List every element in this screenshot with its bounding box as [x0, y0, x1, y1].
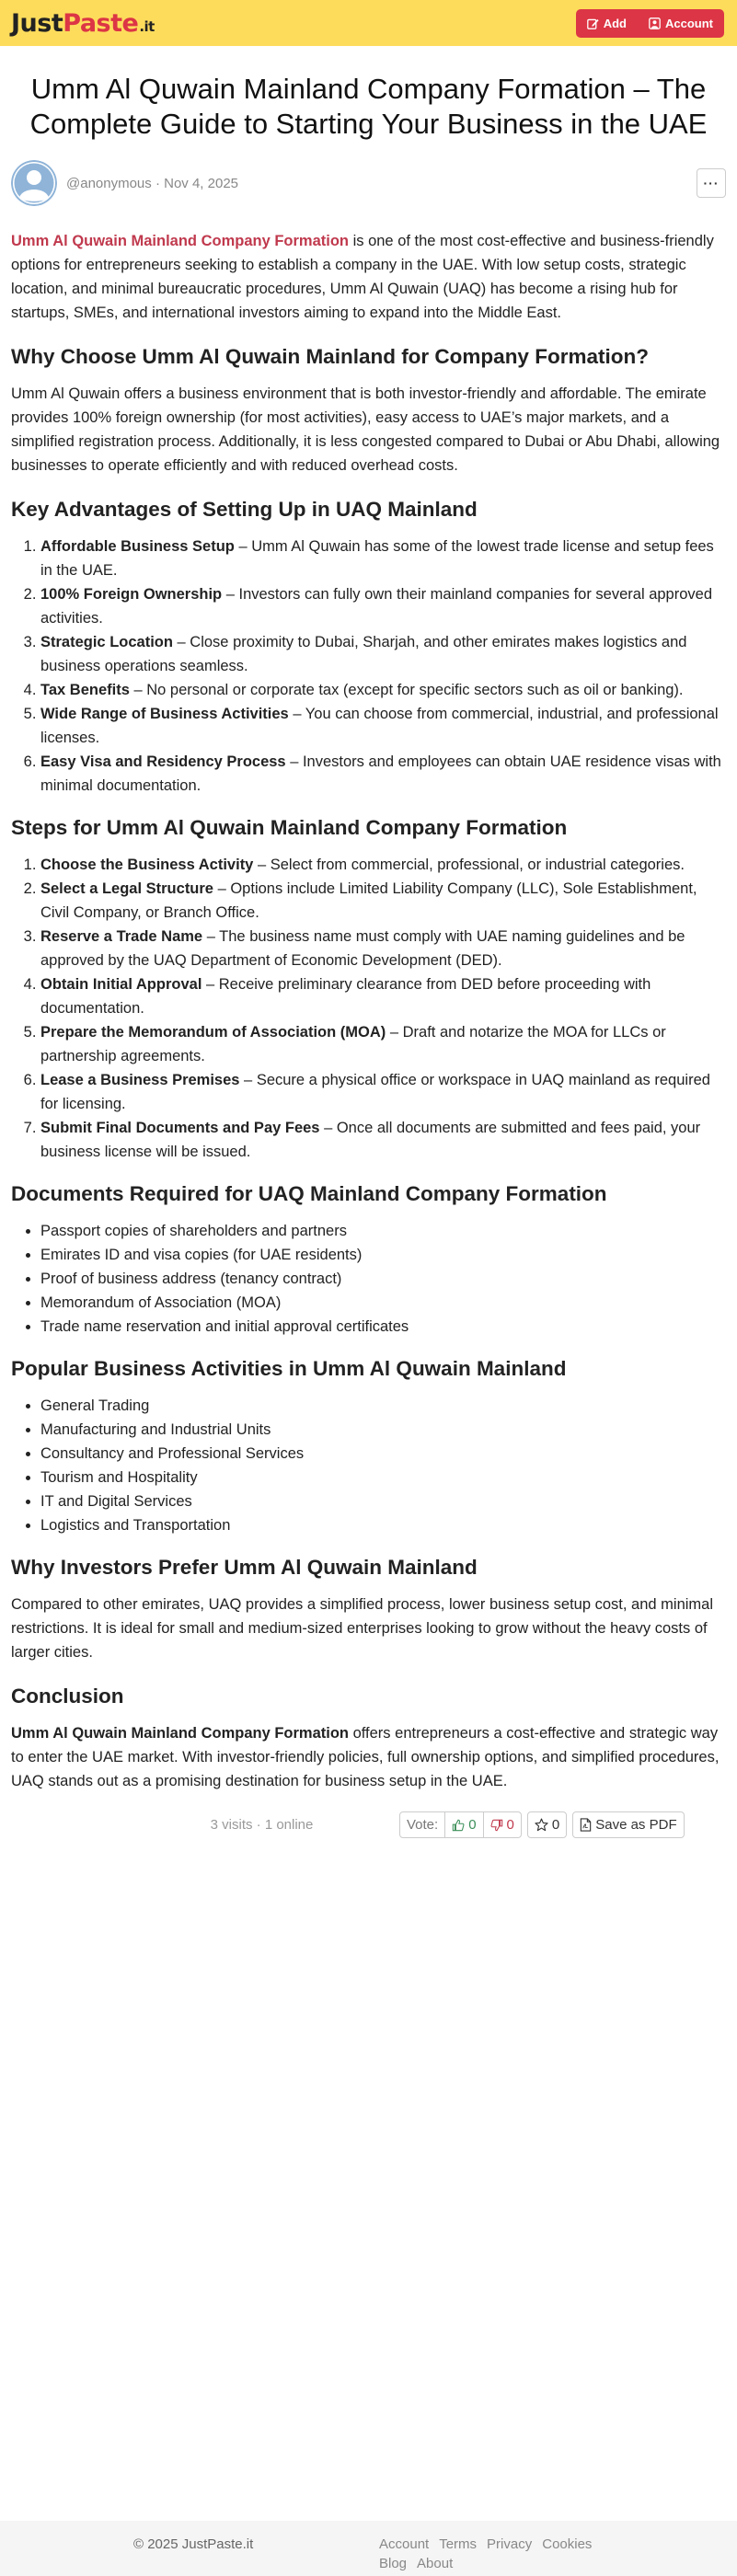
- author-block: [11, 160, 238, 206]
- list-item: • Logistics and Transportation: [40, 1513, 726, 1537]
- copyright: © 2025 JustPaste.it: [133, 2536, 254, 2552]
- vote-label: Vote:: [407, 1817, 439, 1833]
- vote-toolbar: [399, 1811, 685, 1838]
- account-button[interactable]: [638, 9, 724, 38]
- list-item: • Consultancy and Professional Services: [40, 1442, 726, 1466]
- star-count: 0: [551, 1817, 560, 1833]
- main-content: [0, 72, 737, 1838]
- downvote-button[interactable]: [483, 1812, 521, 1837]
- conclusion-bold: Umm Al Quwain Mainland Company Formation: [11, 1725, 349, 1742]
- list-item: 6. Lease a Business Premises – Secure a physical office or workspace in UAQ mainland as required for licensing.: [40, 1068, 726, 1116]
- logo-paste: Paste: [63, 8, 139, 38]
- logo-just: Just: [11, 8, 63, 38]
- steps-list: [11, 853, 726, 1164]
- heading-steps: Steps for Umm Al Quwain Mainland Company Formation: [11, 816, 568, 839]
- heading-why-choose: Why Choose Umm Al Quwain Mainland for Company Formation?: [11, 345, 649, 368]
- list-item: • Emirates ID and visa copies (for UAE residents): [40, 1243, 726, 1267]
- footer-links: [379, 2535, 591, 2573]
- list-item: 5. Prepare the Memorandum of Association (MOA) – Draft and notarize the MOA for LLCs or partnership agreements.: [40, 1020, 726, 1068]
- upvote-count: 0: [468, 1817, 477, 1833]
- activities-list: [11, 1394, 726, 1537]
- pdf-file-icon: [580, 1818, 592, 1832]
- header-actions: [576, 9, 724, 38]
- heading-advantages: Key Advantages of Setting Up in UAQ Mainland: [11, 498, 478, 521]
- thumbs-down-icon: [490, 1819, 503, 1832]
- more-options-button[interactable]: ···: [697, 168, 726, 198]
- vote-buttons: [399, 1811, 522, 1838]
- site-logo[interactable]: [11, 9, 155, 38]
- top-bar: [0, 0, 737, 46]
- account-label: Account: [665, 16, 713, 30]
- thumbs-up-icon: [452, 1819, 465, 1832]
- author-name[interactable]: @anonymous: [66, 175, 152, 191]
- edit-icon: [587, 17, 599, 29]
- list-item: • Passport copies of shareholders and partners: [40, 1219, 726, 1243]
- list-item: • Tourism and Hospitality: [40, 1466, 726, 1489]
- footer: [0, 2521, 737, 2576]
- paragraph-conclusion: [11, 1721, 726, 1793]
- list-item: 3. Strategic Location – Close proximity to Dubai, Sharjah, and other emirates makes logistics and business operations seamless.: [40, 630, 726, 678]
- intro-paragraph: [11, 229, 726, 325]
- logo-it: .it: [139, 17, 155, 35]
- advantages-list: [11, 535, 726, 798]
- footer-link-account[interactable]: Account: [379, 2536, 430, 2552]
- list-item: 2. Select a Legal Structure – Options include Limited Liability Company (LLC), Sole Establishment, Civil Company, or Branch Office.: [40, 877, 726, 925]
- avatar[interactable]: [11, 160, 57, 206]
- heading-investors: Why Investors Prefer Umm Al Quwain Mainland: [11, 1556, 478, 1579]
- list-item: • Trade name reservation and initial approval certificates: [40, 1315, 726, 1339]
- upvote-button[interactable]: [444, 1812, 482, 1837]
- page-title: Umm Al Quwain Mainland Company Formation – The Complete Guide to Starting Your Business in the UAE: [29, 73, 708, 140]
- star-button[interactable]: [527, 1811, 567, 1838]
- intro-text: is one of the most cost-effective and business-friendly options for entrepreneurs seeking to establish a company in the UAE. With low setup costs, strategic location, and minimal bureaucratic procedures, Umm Al Quwain (UAQ) has become a rising hub for startups, SMEs, and international investors aiming to expand into the Middle East.: [11, 233, 714, 321]
- visit-count: 3 visits · 1 online: [210, 1817, 314, 1833]
- post-date: Nov 4, 2025: [164, 175, 239, 191]
- list-item: • Manufacturing and Industrial Units: [40, 1418, 726, 1442]
- stats-row: [11, 1811, 726, 1838]
- list-item: 7. Submit Final Documents and Pay Fees – Once all documents are submitted and fees paid, your business license will be issued.: [40, 1116, 726, 1164]
- post-meta: [11, 160, 726, 206]
- downvote-count: 0: [506, 1817, 514, 1833]
- paragraph-investors: Compared to other emirates, UAQ provides a simplified process, lower business setup cost, and minimal restrictions. It is ideal for small and medium-sized enterprises looking to grow without the heavy costs of larger cities.: [11, 1596, 713, 1661]
- documents-list: [11, 1219, 726, 1339]
- user-icon: [649, 17, 661, 29]
- heading-activities: Popular Business Activities in Umm Al Quwain Mainland: [11, 1357, 567, 1380]
- list-item: 4. Obtain Initial Approval – Receive preliminary clearance from DED before proceeding with documentation.: [40, 972, 726, 1020]
- paragraph-why-choose: Umm Al Quwain offers a business environment that is both investor-friendly and affordable. The emirate provides 100% foreign ownership (for most activities), easy access to UAE’s major markets, and a simplified registration process. Additionally, it is less congested compared to Dubai or Abu Dhabi, allowing businesses to operate efficiently and with reduced overhead costs.: [11, 385, 720, 474]
- heading-documents: Documents Required for UAQ Mainland Company Formation: [11, 1182, 607, 1205]
- list-item: 1. Choose the Business Activity – Select from commercial, professional, or industrial categories.: [40, 853, 726, 877]
- list-item: • General Trading: [40, 1394, 726, 1418]
- author-date: @anonymous · Nov 4, 2025: [66, 175, 239, 191]
- add-label: Add: [603, 16, 627, 30]
- list-item: 4. Tax Benefits – No personal or corporate tax (except for specific sectors such as oil or banking).: [40, 678, 726, 702]
- star-icon: [535, 1818, 548, 1832]
- avatar-icon: [11, 160, 57, 206]
- intro-link[interactable]: Umm Al Quwain Mainland Company Formation: [11, 233, 349, 249]
- list-item: • Proof of business address (tenancy contract): [40, 1267, 726, 1291]
- list-item: 3. Reserve a Trade Name – The business name must comply with UAE naming guidelines and be approved by the UAQ Department of Economic Development (DED).: [40, 925, 726, 972]
- footer-link-terms[interactable]: Terms: [439, 2536, 478, 2552]
- list-item: 1. Affordable Business Setup – Umm Al Quwain has some of the lowest trade license and setup fees in the UAE.: [40, 535, 726, 582]
- list-item: 6. Easy Visa and Residency Process – Investors and employees can obtain UAE residence visas with minimal documentation.: [40, 750, 726, 798]
- save-pdf-label: Save as PDF: [595, 1817, 677, 1833]
- list-item: 2. 100% Foreign Ownership – Investors can fully own their mainland companies for several approved activities.: [40, 582, 726, 630]
- list-item: • Memorandum of Association (MOA): [40, 1291, 726, 1315]
- save-pdf-button[interactable]: [572, 1811, 684, 1838]
- footer-link-cookies[interactable]: Cookies: [542, 2536, 593, 2552]
- conclusion-text: offers entrepreneurs a cost-effective and strategic way to enter the UAE market. With investor-friendly policies, full ownership options, and simplified procedures, UAQ stands out as a promising destination for business setup in the UAE.: [11, 1725, 720, 1789]
- add-button[interactable]: [576, 9, 638, 38]
- list-item: • IT and Digital Services: [40, 1489, 726, 1513]
- footer-link-blog[interactable]: Blog: [379, 2556, 408, 2571]
- footer-link-privacy[interactable]: Privacy: [487, 2536, 533, 2552]
- heading-conclusion: Conclusion: [11, 1685, 124, 1708]
- article-body: [11, 229, 726, 1793]
- footer-link-about[interactable]: About: [417, 2556, 454, 2571]
- list-item: 5. Wide Range of Business Activities – You can choose from commercial, industrial, and professional licenses.: [40, 702, 726, 750]
